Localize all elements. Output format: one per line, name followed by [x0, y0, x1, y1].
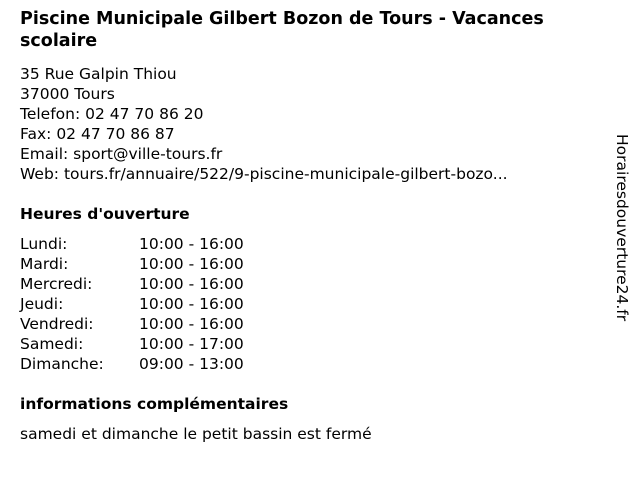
site-watermark: Horairesdouverture24.fr	[613, 134, 631, 322]
hours-row-jeudi	[20, 294, 279, 314]
day-label: Dimanche:	[20, 355, 104, 373]
phone-number: Telefon: 02 47 70 86 20	[20, 105, 204, 123]
day-label: Mercredi:	[20, 275, 93, 293]
hours-row-lundi	[20, 234, 279, 254]
hours-row-dimanche	[20, 354, 279, 374]
additional-info-text: samedi et dimanche le petit bassin est fermé	[20, 425, 372, 443]
contact-block	[20, 64, 508, 184]
day-label: Jeudi:	[20, 295, 64, 313]
hours-row-mardi	[20, 254, 279, 274]
time-range: 10:00 - 16:00	[139, 315, 244, 333]
additional-info-heading: informations complémentaires	[20, 395, 289, 413]
time-range: 10:00 - 16:00	[139, 235, 244, 253]
day-label: Samedi:	[20, 335, 84, 353]
street-address: 35 Rue Galpin Thiou	[20, 65, 177, 83]
hours-row-mercredi	[20, 274, 279, 294]
opening-hours-heading: Heures d'ouverture	[20, 205, 190, 223]
hours-row-samedi	[20, 334, 279, 354]
hours-row-vendredi	[20, 314, 279, 334]
website-address: Web: tours.fr/annuaire/522/9-piscine-municipale-gilbert-bozo...	[20, 165, 508, 183]
page-title: Piscine Municipale Gilbert Bozon de Tours - Vacances scolaire	[20, 9, 544, 51]
day-label: Vendredi:	[20, 315, 94, 333]
time-range: 10:00 - 16:00	[139, 255, 244, 273]
time-range: 09:00 - 13:00	[139, 355, 244, 373]
fax-number: Fax: 02 47 70 86 87	[20, 125, 175, 143]
time-range: 10:00 - 17:00	[139, 335, 244, 353]
day-label: Lundi:	[20, 235, 68, 253]
city-address: 37000 Tours	[20, 85, 115, 103]
email-address: Email: sport@ville-tours.fr	[20, 145, 223, 163]
time-range: 10:00 - 16:00	[139, 275, 244, 293]
opening-hours-table	[20, 234, 279, 374]
day-label: Mardi:	[20, 255, 69, 273]
time-range: 10:00 - 16:00	[139, 295, 244, 313]
